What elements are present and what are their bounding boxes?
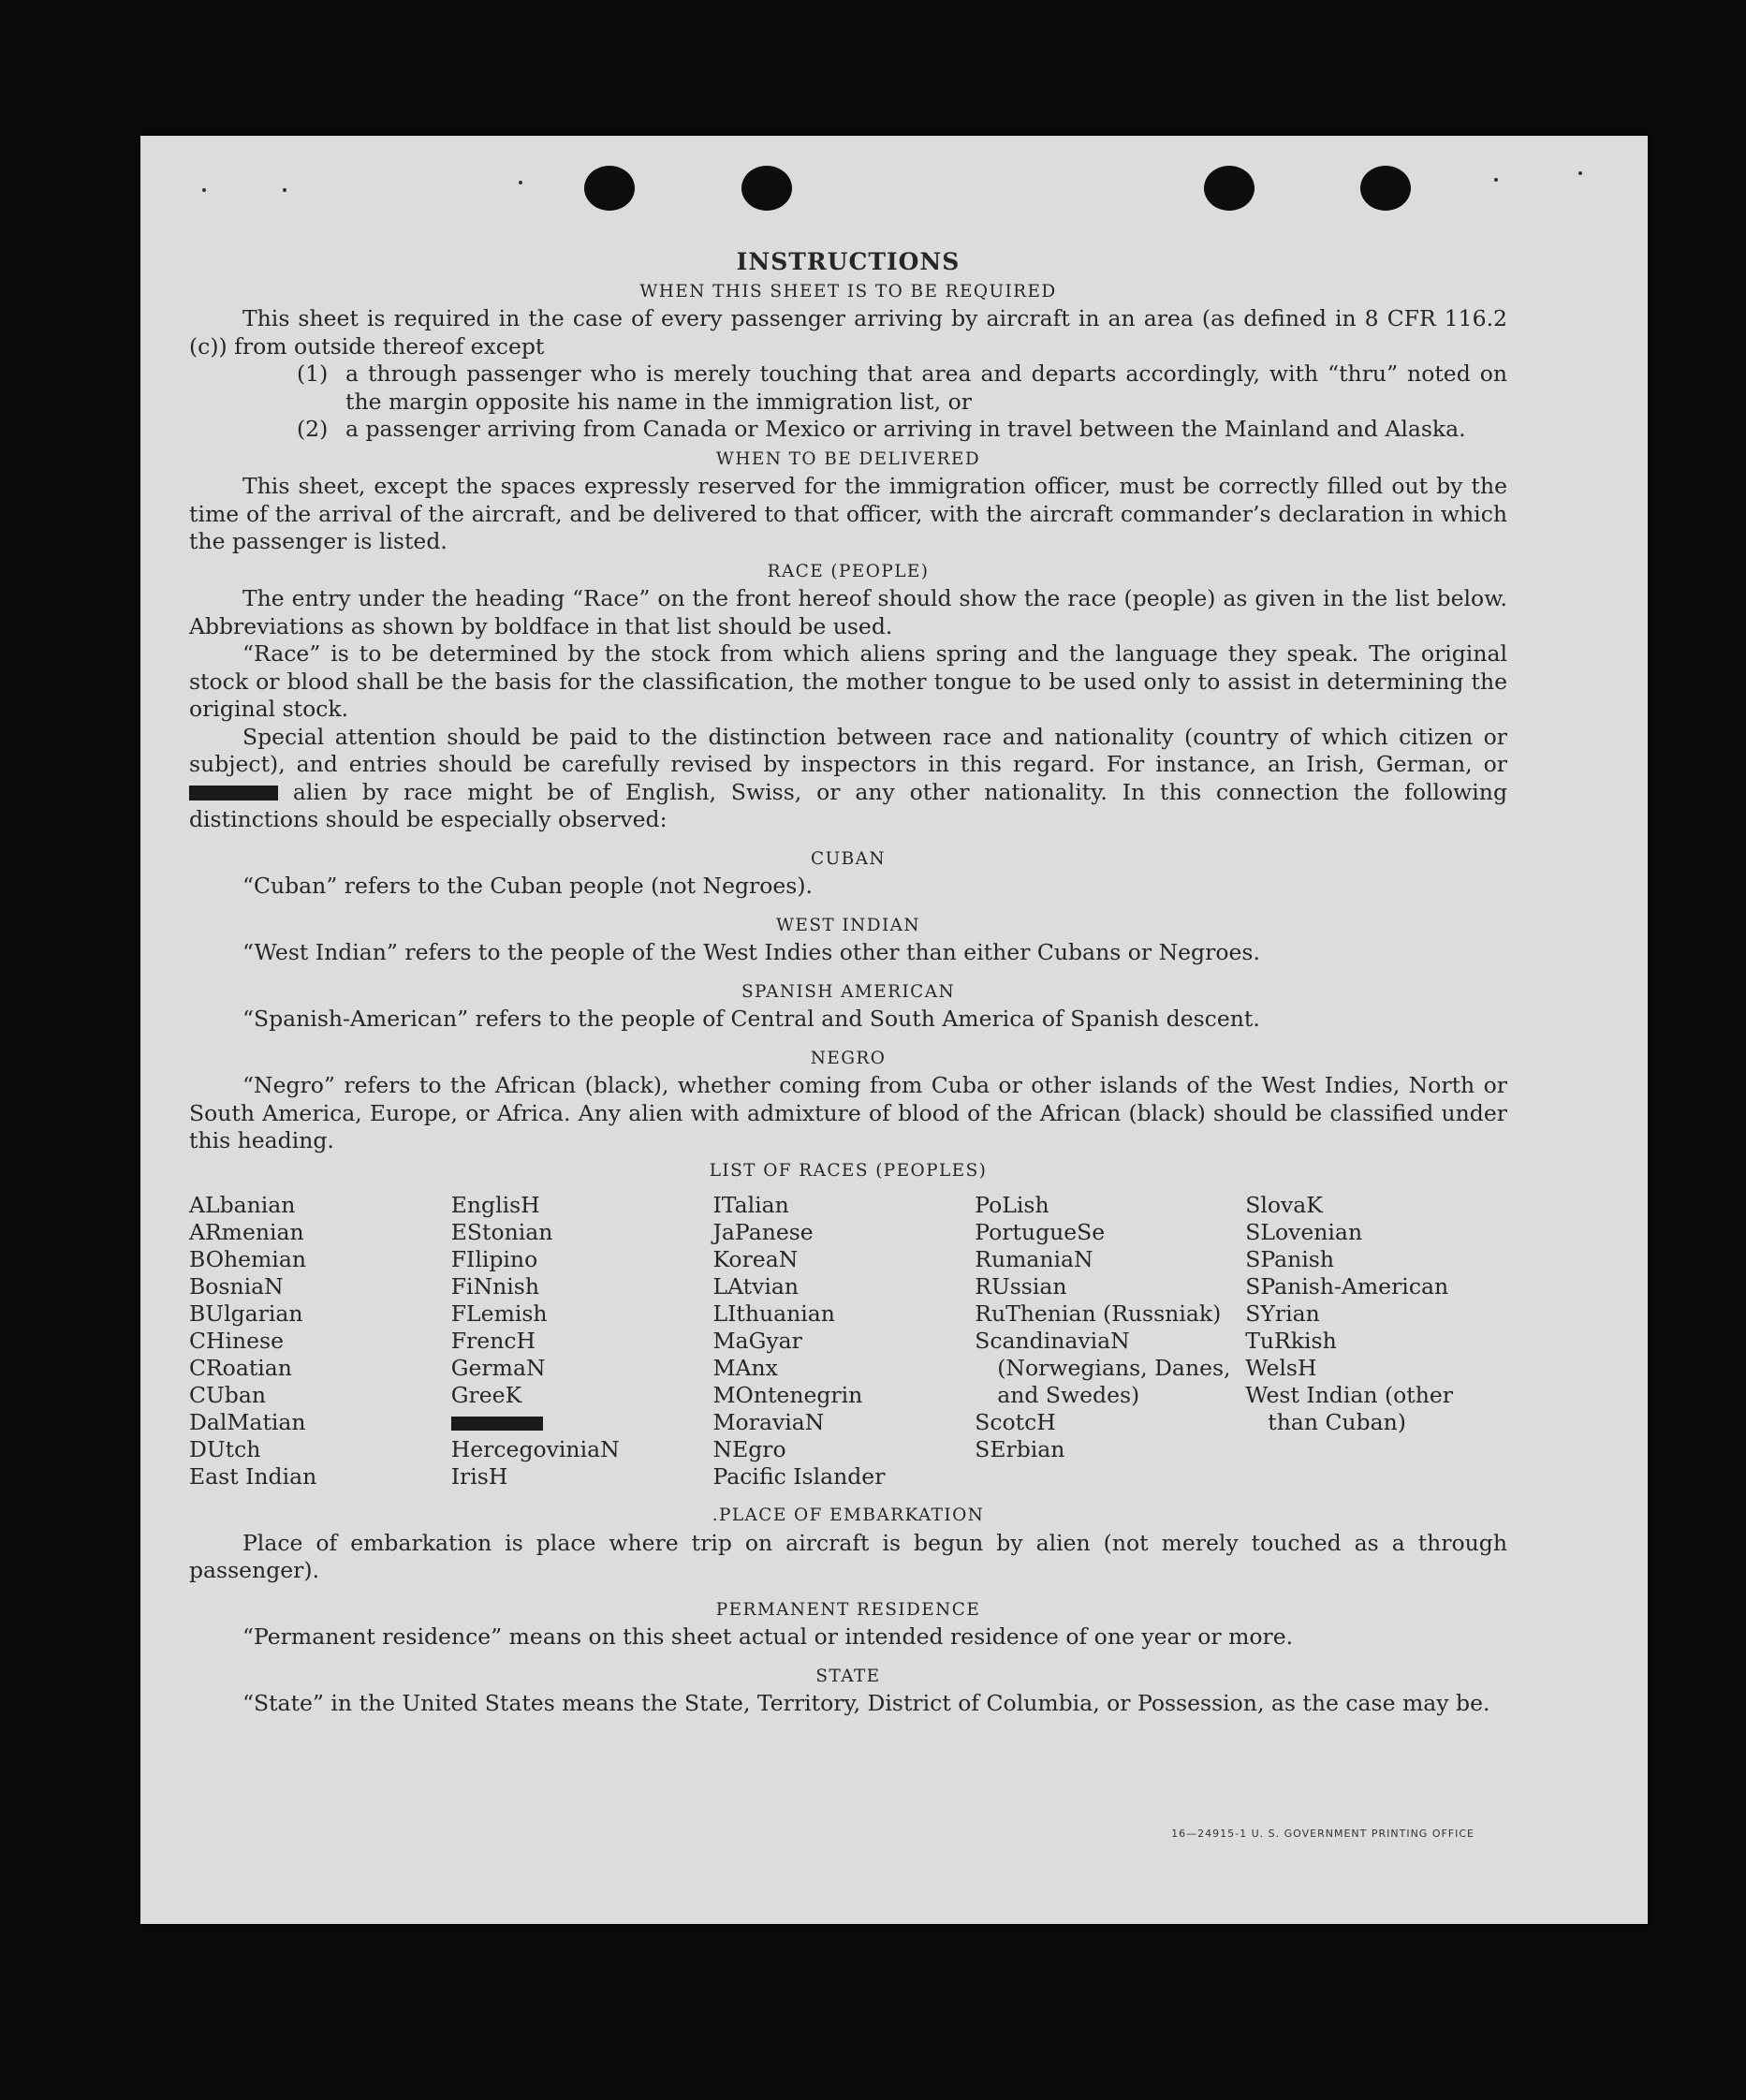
paragraph: “Negro” refers to the African (black), whether coming from Cuba or other islands of the West Indies, North or South America, Europe, or Africa. Any alien with admixture of blood of the African (black) should be classified under this heading. bbox=[189, 1072, 1507, 1153]
list-item bbox=[189, 416, 1507, 444]
punch-hole bbox=[584, 166, 635, 211]
race-entry: FLemish bbox=[450, 1300, 548, 1327]
races-column bbox=[1245, 1192, 1507, 1491]
race-entry: SErbian bbox=[975, 1436, 1065, 1462]
item-number: (2) bbox=[297, 416, 329, 442]
paragraph: “State” in the United States means the State, Territory, District of Columbia, or Possession, as the case may be. bbox=[242, 1690, 1490, 1716]
speck bbox=[519, 181, 522, 184]
race-entry: NEgro bbox=[712, 1436, 786, 1462]
race-entry: MAnx bbox=[712, 1355, 778, 1381]
race-entry: RumaniaN bbox=[975, 1246, 1093, 1272]
redaction-mark bbox=[451, 1417, 543, 1431]
race-entry: GreeK bbox=[450, 1382, 522, 1408]
paragraph: “West Indian” refers to the people of the West Indies other than either Cubans or Negroes. bbox=[242, 939, 1260, 965]
race-entry: EStonian bbox=[450, 1219, 553, 1245]
race-entry: RUssian bbox=[975, 1273, 1067, 1300]
race-entry: BUlgarian bbox=[189, 1300, 303, 1327]
paragraph bbox=[189, 724, 1507, 834]
section-heading: .PLACE OF EMBARKATION bbox=[712, 1505, 985, 1525]
section-heading: STATE bbox=[815, 1666, 881, 1686]
race-entry: Pacific Islander bbox=[712, 1463, 886, 1490]
paragraph: “Race” is to be determined by the stock from which aliens spring and the language they speak. The original stock or blood shall be the basis for the classification, the mother tongue to be used only to assist in determining the original stock. bbox=[189, 640, 1507, 722]
paragraph-part: alien by race might be of English, Swiss, or any other nationality. In this connection the following distinctions should be especially observed: bbox=[189, 778, 1507, 832]
race-entry: SPanish-American bbox=[1245, 1273, 1449, 1300]
race-entry: GermaN bbox=[450, 1355, 546, 1381]
section-heading: LIST OF RACES (PEOPLES) bbox=[709, 1160, 988, 1181]
race-entry: JaPanese bbox=[712, 1219, 814, 1245]
race-entry: DalMatian bbox=[189, 1409, 306, 1435]
race-entry: LIthuanian bbox=[712, 1300, 835, 1327]
section-heading: RACE (PEOPLE) bbox=[767, 561, 930, 581]
speck bbox=[1494, 178, 1498, 182]
paragraph: “Permanent residence” means on this sheet actual or intended residence of one year or more. bbox=[242, 1623, 1294, 1650]
race-entry: KoreaN bbox=[712, 1246, 799, 1272]
section-heading: WEST INDIAN bbox=[776, 915, 920, 935]
race-entry: PoLish bbox=[975, 1192, 1049, 1218]
race-entry: BosniaN bbox=[189, 1273, 284, 1300]
punch-hole bbox=[1360, 166, 1411, 211]
race-entry: FiNnish bbox=[450, 1273, 539, 1300]
section-heading: SPANISH AMERICAN bbox=[741, 981, 956, 1002]
speck bbox=[283, 188, 286, 192]
item-text: a passenger arriving from Canada or Mexico or arriving in travel between the Mainland and Alaska. bbox=[345, 416, 1466, 442]
section-heading: CUBAN bbox=[811, 848, 886, 869]
section-heading: WHEN THIS SHEET IS TO BE REQUIRED bbox=[639, 281, 1057, 301]
races-column bbox=[189, 1192, 451, 1491]
punch-hole bbox=[741, 166, 792, 211]
race-entry-redacted bbox=[451, 1409, 713, 1436]
race-entry: CRoatian bbox=[189, 1355, 292, 1381]
race-entry: FIlipino bbox=[450, 1246, 538, 1272]
race-entry: ALbanian bbox=[189, 1192, 296, 1218]
item-number: (1) bbox=[297, 360, 329, 387]
race-entry: CUban bbox=[189, 1382, 266, 1408]
punch-hole bbox=[1204, 166, 1254, 211]
race-entry: ScotcH bbox=[975, 1409, 1056, 1435]
section-heading: WHEN TO BE DELIVERED bbox=[715, 448, 981, 469]
section-heading: PERMANENT RESIDENCE bbox=[715, 1599, 981, 1620]
race-entry: IrisH bbox=[450, 1463, 508, 1490]
race-entry: MOntenegrin bbox=[712, 1382, 863, 1408]
print-code: 16—24915-1 U. S. GOVERNMENT PRINTING OFFICE bbox=[1171, 1828, 1475, 1840]
page-title: INSTRUCTIONS bbox=[736, 248, 961, 275]
race-entry: HercegoviniaN bbox=[450, 1436, 620, 1462]
paragraph: Place of embarkation is place where trip on aircraft is begun by alien (not merely touched as a through passenger). bbox=[189, 1529, 1507, 1583]
race-entry: DUtch bbox=[189, 1436, 261, 1462]
speck bbox=[1578, 171, 1582, 175]
race-entry: WelsH bbox=[1245, 1355, 1317, 1381]
race-entry: BOhemian bbox=[189, 1246, 306, 1272]
race-entry: RuThenian (Russniak) bbox=[975, 1300, 1222, 1327]
paragraph: This sheet is required in the case of every passenger arriving by aircraft in an area (as defined in 8 CFR 116.2 (c)) from outside thereof except bbox=[189, 305, 1507, 360]
race-entry: PortugueSe bbox=[975, 1219, 1106, 1245]
race-entry: EnglisH bbox=[450, 1192, 540, 1218]
races-column bbox=[713, 1192, 976, 1491]
race-entry: ScandinaviaN (Norwegians, Danes, and Swedes) bbox=[975, 1328, 1231, 1408]
race-entry: MoraviaN bbox=[712, 1409, 825, 1435]
speck bbox=[202, 188, 206, 192]
race-entry: FrencH bbox=[450, 1328, 536, 1354]
section-heading: NEGRO bbox=[810, 1048, 887, 1068]
race-entry: ITalian bbox=[712, 1192, 789, 1218]
races-list bbox=[189, 1192, 1507, 1491]
item-text: a through passenger who is merely touching that area and departs accordingly, with “thru” noted on the margin opposite his name in the immigration list, or bbox=[345, 360, 1507, 415]
list-item bbox=[189, 360, 1507, 416]
paragraph: “Spanish-American” refers to the people of Central and South America of Spanish descent. bbox=[242, 1006, 1260, 1032]
race-entry: CHinese bbox=[189, 1328, 284, 1354]
race-entry: East Indian bbox=[189, 1463, 317, 1490]
race-entry: ARmenian bbox=[189, 1219, 304, 1245]
race-entry: West Indian (other than Cuban) bbox=[1245, 1382, 1453, 1435]
instructions-content bbox=[189, 248, 1507, 1718]
race-entry: SPanish bbox=[1245, 1246, 1334, 1272]
race-entry: LAtvian bbox=[712, 1273, 800, 1300]
paragraph: This sheet, except the spaces expressly reserved for the immigration officer, must be correctly filled out by the time of the arrival of the aircraft, and be delivered to that officer, with the aircraft commander’s declaration in which the passenger is listed. bbox=[189, 473, 1507, 554]
race-entry: SlovaK bbox=[1245, 1192, 1323, 1218]
race-entry: SLovenian bbox=[1245, 1219, 1363, 1245]
paragraph: “Cuban” refers to the Cuban people (not Negroes). bbox=[242, 873, 814, 899]
race-entry: MaGyar bbox=[712, 1328, 802, 1354]
document-sheet bbox=[140, 136, 1648, 1924]
paragraph-part: Special attention should be paid to the distinction between race and nationality (country of which citizen or subject), and entries should be carefully revised by inspectors in this regard. For instance, an Irish, German, or bbox=[189, 723, 1507, 777]
race-entry: TuRkish bbox=[1245, 1328, 1337, 1354]
race-entry: SYrian bbox=[1245, 1300, 1320, 1327]
redaction-mark bbox=[189, 786, 278, 800]
paragraph: The entry under the heading “Race” on the front hereof should show the race (people) as given in the list below. Abbreviations as shown by boldface in that list should be used. bbox=[189, 585, 1507, 639]
races-column bbox=[451, 1192, 713, 1491]
races-column bbox=[975, 1192, 1245, 1491]
